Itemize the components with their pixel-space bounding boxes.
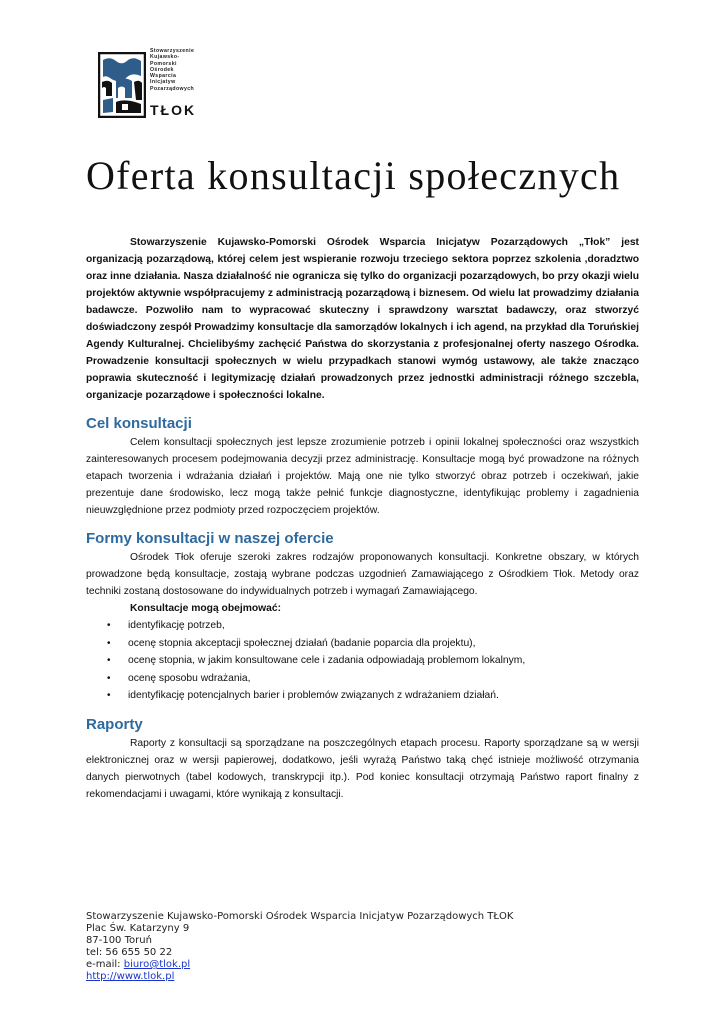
list-item: • ocenę sposobu wdrażania,	[128, 670, 639, 688]
document-body	[86, 234, 639, 803]
footer-street: Plac Św. Katarzyny 9	[86, 923, 190, 934]
list-item: • identyfikację potencjalnych barier i problemów związanych z wdrażaniem działań.	[128, 687, 639, 705]
footer-city: 87-100 Toruń	[86, 935, 152, 946]
logo-line: Pozarządowych	[150, 85, 195, 92]
logo-brand: TŁOK	[150, 102, 197, 118]
logo-line: Ośrodek	[150, 66, 174, 73]
footer-email-row	[86, 959, 606, 971]
footer-email-label: e-mail:	[86, 959, 124, 970]
logo-line: Inicjatyw	[150, 79, 176, 86]
footer-website-row	[86, 971, 606, 983]
tlok-logo-icon	[98, 52, 146, 118]
intro-paragraph: Stowarzyszenie Kujawsko-Pomorski Ośrodek Wsparcia Inicjatyw Pozarządowych „Tłok” jest organizacją pozarządową, której celem jest wspieranie rozwoju trzeciego sektora poprzez szkolenia ,doradztwo oraz inne działania. Nasza działalność nie ogranicza się tylko do organizacji pozarządowych, bo przy okazji wielu projektów aktywnie współpracujemy z administracją pozarządową i biznesem. Od wielu lat prowadzimy działania badawcze. Pozwoliło nam to wypracować skuteczny i sprawdzony warsztat badawczy, oraz stworzyć doświadczony zespół Prowadzimy konsultacje dla samorządów lokalnych i ich agend, na przykład dla Toruńskiej Agendy Kulturalnej. Chcielibyśmy zachęcić Państwa do skorzystania z profesjonalnej oferty naszego Ośrodka. Prowadzenie konsultacji społecznych w wielu przypadkach stanowi wymóg ustawowy, ale także znacząco poprawia skuteczność i legitymizację działań prowadzonych przez jednostki administracji różnego szczebla, organizacje pozarządowe i społeczności lokalne.	[86, 237, 639, 401]
list-item: • ocenę stopnia, w jakim konsultowane cele i zadania odpowiadają problemom lokalnym,	[128, 652, 639, 670]
list-item: • ocenę stopnia akceptacji społecznej działań (badanie poparcia dla projektu),	[128, 635, 639, 653]
consultation-scope-list	[86, 617, 639, 705]
logo-line: Pomorski	[150, 60, 177, 67]
website-link[interactable]: http://www.tlok.pl	[86, 971, 175, 982]
logo-line: Wsparcia	[150, 73, 177, 80]
logo-line: Kujawsko-	[150, 54, 180, 61]
list-heading: Konsultacje mogą obejmować:	[130, 603, 282, 614]
logo	[98, 48, 223, 120]
section-heading-raporty: Raporty	[86, 715, 143, 733]
email-link[interactable]: biuro@tlok.pl	[123, 959, 191, 970]
footer-phone: tel: 56 655 50 22	[86, 947, 173, 958]
footer	[86, 911, 606, 983]
footer-org: Stowarzyszenie Kujawsko-Pomorski Ośrodek Wsparcia Inicjatyw Pozarządowych TŁOK	[86, 911, 514, 922]
section-text-cel: Celem konsultacji społecznych jest lepsze zrozumienie potrzeb i opinii lokalnej społeczności oraz wszystkich zainteresowanych procesem podejmowania decyzji przez administrację. Konsultacje mogą być prowadzone na różnych etapach tworzenia i wdrażania działań i projektów. Mają one nie tylko stworzyć obraz potrzeb i oczekiwań, jakie prezentuje dane środowisko, lecz mogą także pełnić funkcje diagnostyczne, identyfikując problemy i zagadnienia nieuwzględnione przez podmioty przed rozpoczęciem projektów.	[86, 437, 639, 516]
section-text-formy: Ośrodek Tłok oferuje szeroki zakres rodzajów proponowanych konsultacji. Konkretne obszary, w których prowadzone będą konsultacje, zostają wybrane podczas uzgodnień Zamawiającego z Ośrodkiem Tłok. Metody oraz techniki zostaną dostosowane do indywidualnych potrzeb i wymagań Zamawiającego.	[86, 552, 639, 597]
page-title: Oferta konsultacji społecznych	[86, 153, 621, 198]
section-text-raporty: Raporty z konsultacji są sporządzane na poszczególnych etapach procesu. Raporty sporządzane są w wersji elektronicznej oraz w wersji papierowej, dodatkowo, jeśli wyrażą Państwo taką chęć istnieje możliwość otrzymania danych pierwotnych (tabel kodowych, transkrypcji itp.). Pod koniec konsultacji otrzymają Państwo raport finalny z rekomendacjami i uwagami, które wynikają z konsultacji.	[86, 737, 639, 800]
section-heading-formy: Formy konsultacji w naszej ofercie	[86, 530, 334, 547]
section-heading-cel: Cel konsultacji	[86, 415, 192, 432]
list-item: • identyfikację potrzeb,	[128, 617, 639, 635]
logo-line: Stowarzyszenie	[150, 48, 195, 54]
logo-text	[150, 48, 230, 92]
